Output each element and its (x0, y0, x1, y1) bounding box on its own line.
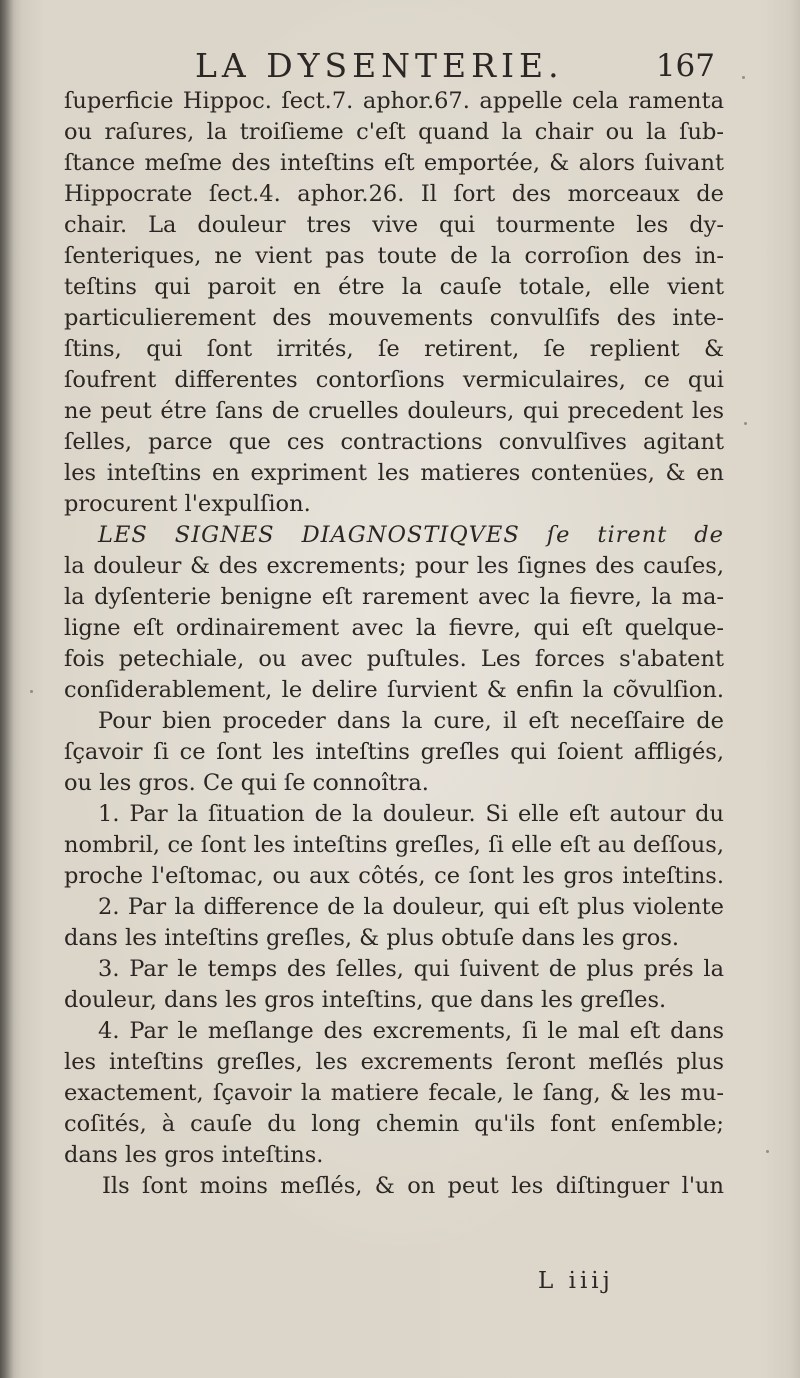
text-line: exactement, ſçavoir la matiere fecale, le ſang, & les mu- (64, 1080, 724, 1106)
text-line: ſenteriques, ne vient pas toute de la corroſion des in- (64, 243, 724, 269)
text-line: Pour bien proceder dans la cure, il eſt neceſſaire de (98, 708, 724, 734)
text-line: la douleur & des excrements; pour les ſignes des cauſes, (64, 553, 724, 579)
text-line: la dyſenterie benigne eſt rarement avec la fievre, la ma- (64, 584, 724, 610)
paper-speck (766, 1150, 769, 1153)
text-line: nombril, ce ſont les inteſtins greſles, ſi elle eſt au deſſous, (64, 832, 724, 858)
page-number: 167 (655, 48, 715, 84)
text-line: les inteſtins greſles, les excrements ſeront meſlés plus (64, 1049, 724, 1075)
paper-speck (742, 76, 745, 79)
text-line: les inteſtins en expriment les matieres contenües, & en (64, 460, 724, 486)
text-line: procurent l'expulſion. (64, 491, 311, 517)
text-line: proche l'eſtomac, ou aux côtés, ce ſont les gros inteſtins. (64, 863, 724, 889)
text-line: douleur, dans les gros inteſtins, que dans les greſles. (64, 987, 667, 1013)
text-line: ſoufrent differentes contorſions vermiculaires, ce qui (64, 367, 724, 393)
signature-mark: L iiij (538, 1268, 614, 1294)
text-line: particulierement des mouvements convulſifs des inte- (64, 305, 724, 331)
text-line: fois petechiale, ou avec puſtules. Les forces s'abatent (64, 646, 724, 672)
text-line: ſtance meſme des inteſtins eſt emportée, & alors ſuivant (64, 150, 724, 176)
text-line: ſelles, parce que ces contractions convulſives agitant (64, 429, 724, 455)
list-item-line: 1. Par la ſituation de la douleur. Si elle eſt autour du (98, 801, 724, 827)
text-line: ne peut étre ſans de cruelles douleurs, qui precedent les (64, 398, 724, 424)
text-line: ſuperficie Hippoc. ſect.7. aphor.67. appelle cela ramenta (64, 88, 724, 114)
text-line: ſtins, qui ſont irrités, ſe retirent, ſe replient & (64, 336, 724, 362)
gutter-shadow (0, 0, 14, 1378)
list-item-line: 2. Par la difference de la douleur, qui eſt plus violente (98, 894, 724, 920)
text-line: dans les inteſtins greſles, & plus obtuſe dans les gros. (64, 925, 680, 951)
running-title: LA DYSENTERIE. (195, 46, 564, 85)
paper-speck (744, 422, 747, 425)
text-line: Ils ſont moins meſlés, & on peut les diſtinguer l'un (102, 1173, 724, 1199)
text-line: conſiderablement, le delire ſurvient & enfin la cõvulſion. (64, 677, 724, 703)
text-line: ou les gros. Ce qui ſe connoîtra. (64, 770, 429, 796)
text-line: ou raſures, la troiſieme c'eſt quand la chair ou la ſub- (64, 119, 724, 145)
page-header (195, 46, 715, 90)
text-line: ſçavoir ſi ce ſont les inteſtins greſles qui ſoient affligés, (64, 739, 724, 765)
text-line: teſtins qui paroit en étre la cauſe totale, elle vient (64, 274, 724, 300)
body-text (64, 86, 724, 1202)
text-line: dans les gros inteſtins. (64, 1142, 324, 1168)
paper-speck (30, 690, 33, 693)
list-item-line: 4. Par le meſlange des excrements, ſi le mal eſt dans (98, 1018, 724, 1044)
text-line: ligne eſt ordinairement avec la fievre, qui eſt quelque- (64, 615, 724, 641)
text-line: chair. La douleur tres vive qui tourmente les dy- (64, 212, 724, 238)
text-line: Hippocrate ſect.4. aphor.26. Il ſort des morceaux de (64, 181, 724, 207)
list-item-line: 3. Par le temps des ſelles, qui ſuivent de plus prés la (98, 956, 724, 982)
text-line: coſités, à cauſe du long chemin qu'ils font enſemble; (64, 1111, 724, 1137)
section-heading-line: LES SIGNES DIAGNOSTIQVES ſe tirent de (98, 522, 724, 548)
